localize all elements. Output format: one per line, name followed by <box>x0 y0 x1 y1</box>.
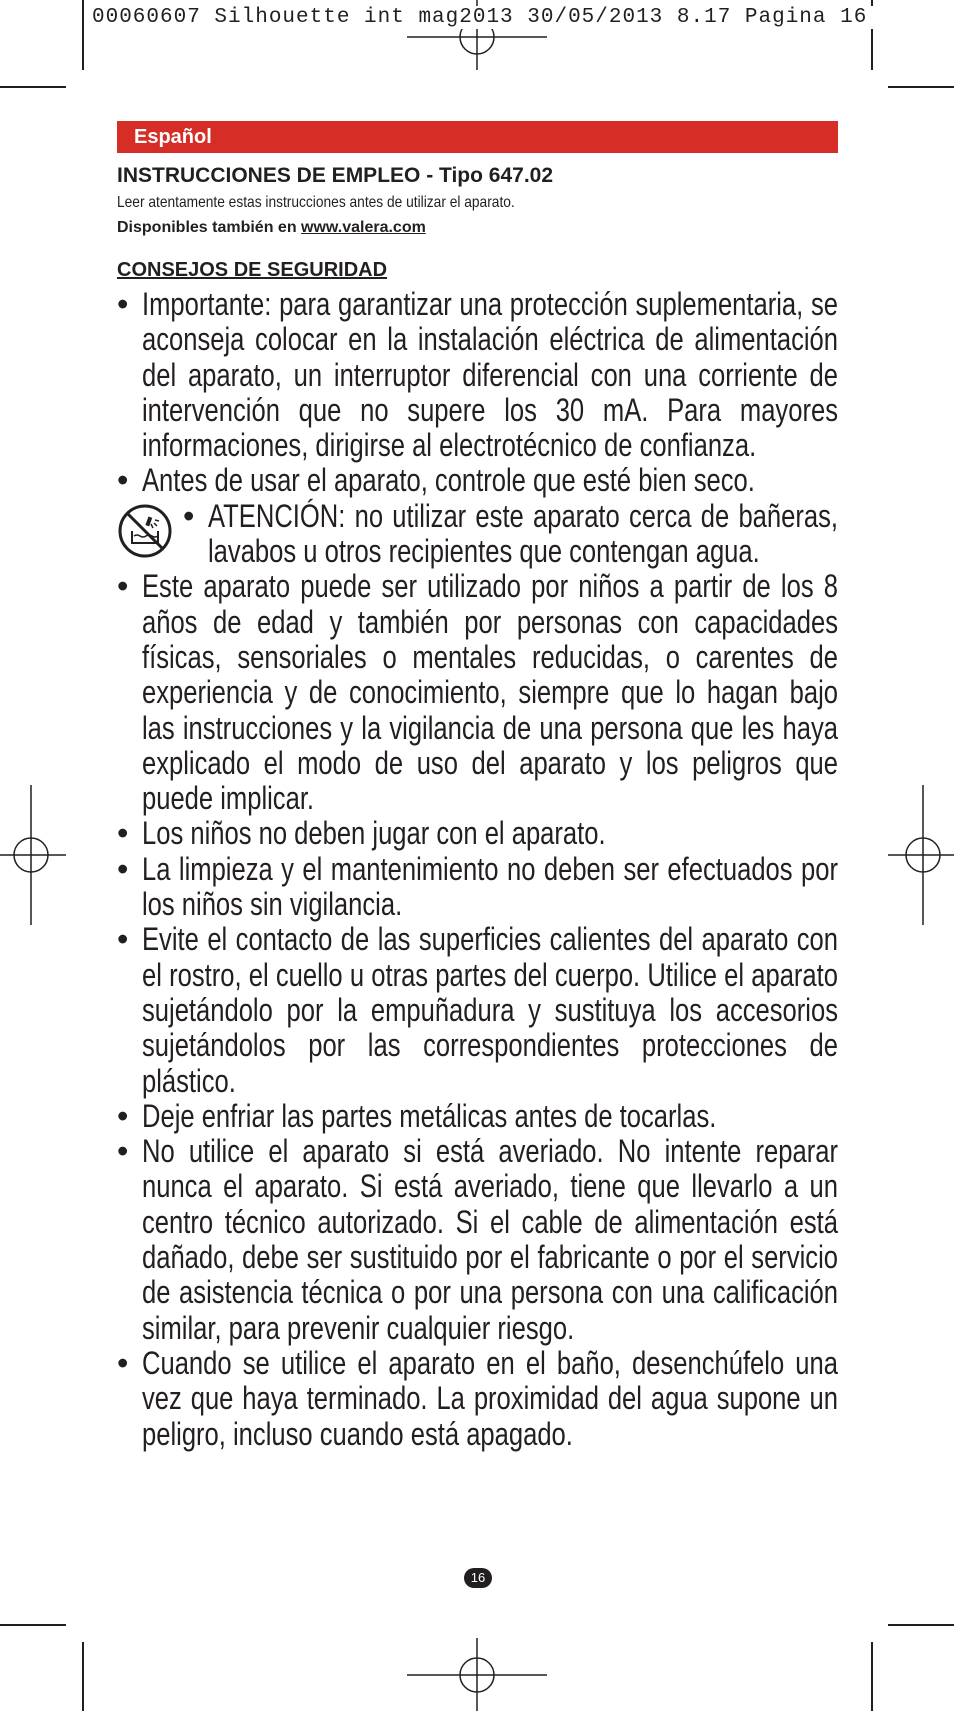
crop-mark <box>888 1624 954 1626</box>
list-item-text: Este aparato puede ser utilizado por niños a partir de los 8 años de edad y también por personas con capacidades físicas, sensoriales o mentales reducidas, o carentes de experiencia y de conocimiento, siempre que lo hagan bajo las instrucciones y la vigilancia de una persona que les haya explicado el modo de uso del aparato y los peligros que puede implicar. <box>142 568 838 817</box>
list-item-warning <box>117 499 838 570</box>
bullet: • <box>117 1097 129 1134</box>
list-item-text: Antes de usar el aparato, controle que esté bien seco. <box>142 462 755 499</box>
page-number-badge: 16 <box>464 1568 492 1588</box>
list-item-text: Deje enfriar las partes metálicas antes de tocarlas. <box>142 1097 717 1134</box>
crop-mark <box>888 86 954 88</box>
list-item-text: Cuando se utilice el aparato en el baño, desenchúfelo una vez que haya terminado. La proximidad del agua supone un peligro, incluso cuando está apagado. <box>142 1344 838 1452</box>
language-bar: Español <box>117 121 838 153</box>
bullet: • <box>117 1344 129 1381</box>
safety-list <box>117 287 838 1452</box>
list-item-text: La limpieza y el mantenimiento no deben ser efectuados por los niños sin vigilancia. <box>142 850 838 923</box>
list-item <box>117 922 838 1098</box>
bullet: • <box>117 286 129 322</box>
list-item-text: No utilice el aparato si está averiado. No intente reparar nunca el aparato. Si está averiado, tiene que llevarlo a un centro técnico autorizado. Si el cable de alimentación está dañado, debe ser sustituido por el fabricante o por el servicio de asistencia técnica o por una persona con una calificación similar, para prevenir cualquier riesgo. <box>142 1133 838 1346</box>
list-item <box>117 287 838 463</box>
crop-mark <box>82 0 84 70</box>
bullet: • <box>117 921 129 958</box>
registration-mark-bottom <box>405 1638 549 1711</box>
list-item <box>117 569 838 816</box>
crop-mark <box>0 86 66 88</box>
list-item <box>117 1134 838 1346</box>
registration-mark-right <box>888 785 954 925</box>
section-heading: CONSEJOS DE SEGURIDAD <box>117 259 388 281</box>
website-link[interactable]: www.valera.com <box>301 219 426 236</box>
bullet: • <box>117 568 129 605</box>
availability-line <box>117 219 426 237</box>
bullet: • <box>117 462 129 499</box>
list-item <box>117 852 838 923</box>
document-subtitle: Leer atentamente estas instrucciones antes de utilizar el aparato. <box>117 194 515 211</box>
bullet: • <box>183 497 195 534</box>
availability-prefix: Disponibles también en <box>117 219 302 236</box>
list-item-text: Importante: para garantizar una protección suplementaria, se aconseja colocar en la instalación eléctrica de alimentación del aparato, un interruptor diferencial con una corriente de intervención que no supere los 30 mA. Para mayores informaciones, dirigirse al electrotécnico de confianza. <box>142 286 838 464</box>
bullet: • <box>117 850 129 887</box>
list-item-text: ATENCIÓN: no utilizar este aparato cerca de bañeras, lavabos u otros recipientes que contengan agua. <box>208 497 838 570</box>
bullet: • <box>117 1133 129 1170</box>
list-item <box>117 1099 838 1134</box>
bullet: • <box>117 815 129 852</box>
list-item-text: Evite el contacto de las superficies calientes del aparato con el rostro, el cuello u otras partes del cuerpo. Utilice el aparato sujetándolo por la empuñadura y sustituya los accesorios sujetándolos por las correspondientes protecciones de plástico. <box>142 921 838 1099</box>
registration-mark-left <box>0 785 66 925</box>
list-item-text: Los niños no deben jugar con el aparato. <box>142 815 606 852</box>
document-title: INSTRUCCIONES DE EMPLEO - Tipo 647.02 <box>117 164 554 187</box>
list-item <box>117 816 838 851</box>
print-slug: 00060607 Silhouette int mag2013 30/05/2013 8.17 Pagina 16 <box>92 6 942 29</box>
crop-mark <box>871 1642 873 1711</box>
list-item <box>117 463 838 498</box>
crop-mark <box>82 1642 84 1711</box>
no-water-bath-warning-icon <box>117 503 173 559</box>
list-item <box>117 1346 838 1452</box>
crop-mark <box>0 1624 66 1626</box>
